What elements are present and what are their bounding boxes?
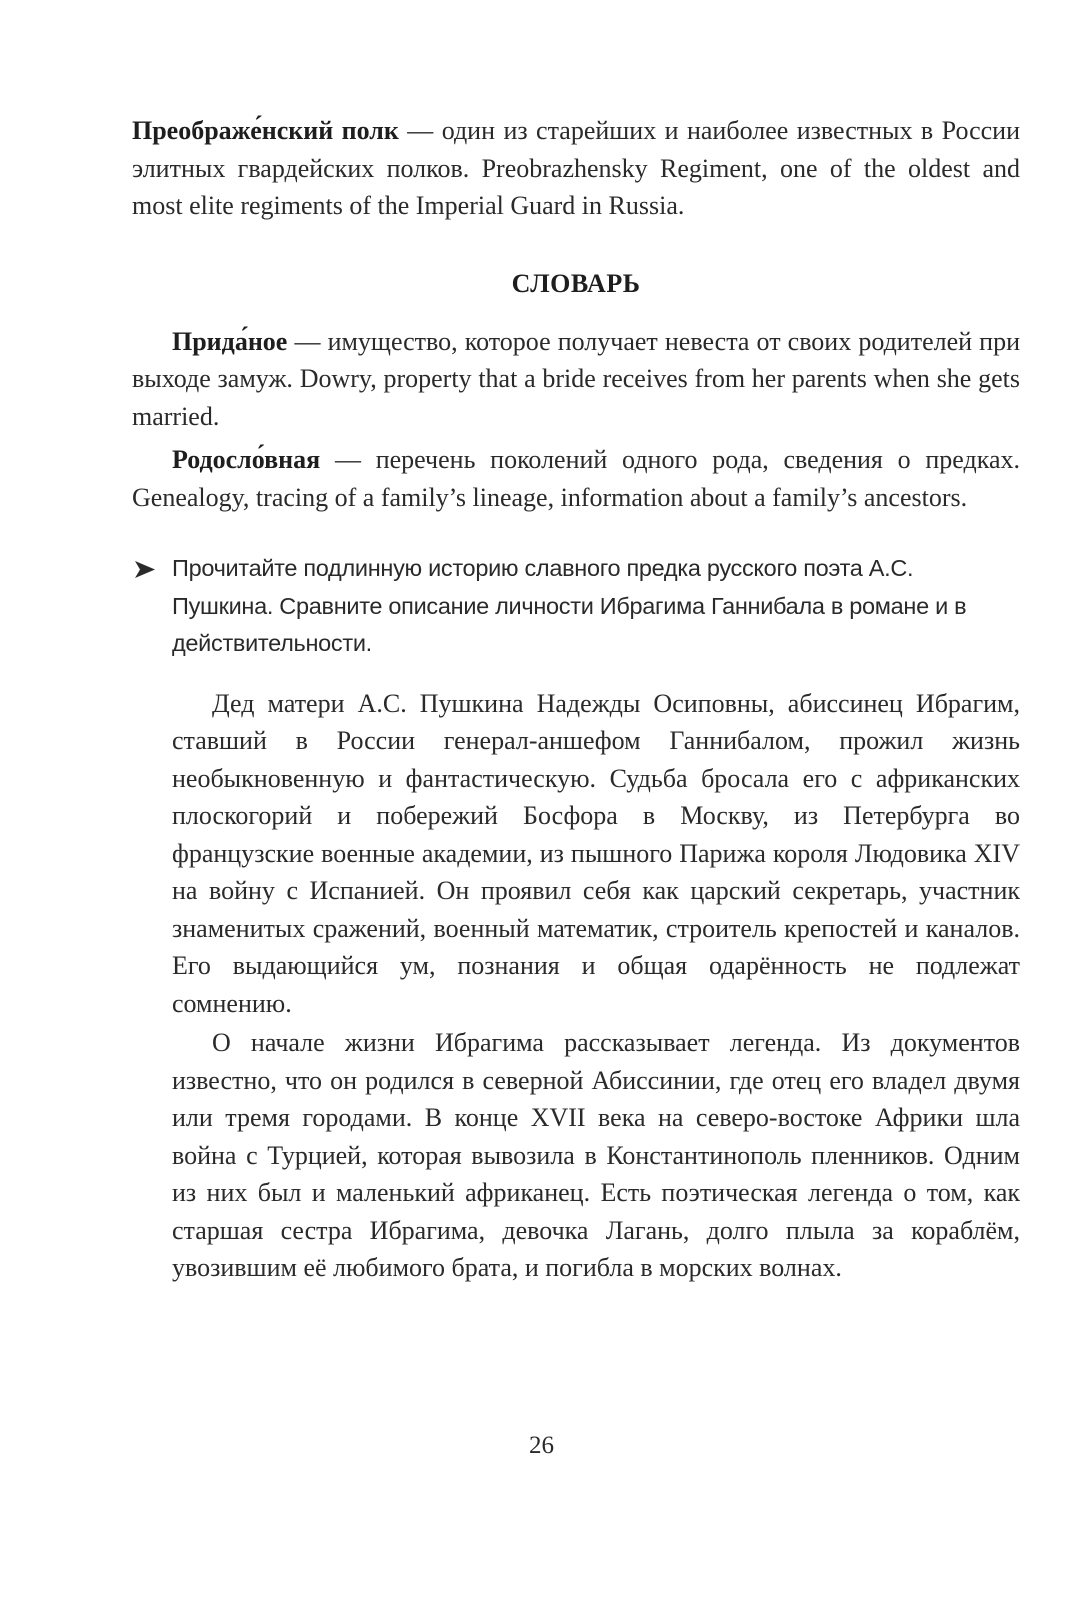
- page-body: [132, 112, 1020, 1287]
- glossary-heading: СЛОВАРЬ: [511, 268, 641, 298]
- task-text: Прочитайте подлинную историю славного предка русского поэта А.С. Пушкина. Сравните описание личности Ибрагима Ганнибала в романе и в действительности.: [172, 555, 967, 656]
- story: [132, 685, 1020, 1287]
- intro-entry: [132, 112, 1020, 225]
- page-number: 26: [529, 1432, 554, 1459]
- story-paragraph: Дед матери А.С. Пушкина Надежды Осиповны, абиссинец Ибрагим, ставший в России генерал-аншефом Ганнибалом, прожил жизнь необыкновенную и фантастическую. Судьба бросала его с африканских плоскогорий и побережий Босфора в Москву, из Петербурга во французские военные академии, из пышного Парижа короля Людовика XIV на войну с Испанией. Он проявил себя как царский секретарь, участник знаменитых сражений, военный математик, строитель крепостей и каналов. Его выдающийся ум, познания и общая одарённость не подлежат сомнению.: [172, 688, 1020, 1018]
- arrow-bullet-icon: [132, 550, 160, 587]
- glossary-definition: — имущество, которое получает невеста от своих родителей при выходе замуж. Dowry, property that a bride receives from her parents when she gets married.: [132, 326, 1020, 431]
- glossary-term: Родосло́вная: [172, 445, 321, 474]
- task-instruction: [132, 550, 1020, 663]
- story-paragraph: О начале жизни Ибрагима рассказывает легенда. Из документов известно, что он родился в северной Абиссинии, где отец его владел двумя или тремя городами. В конце XVII века на северо-востоке Африки шла война с Турцией, которая вывозила в Константинополь пленников. Одним из них был и маленький африканец. Есть поэтическая легенда о том, как старшая сестра Ибрагима, девочка Лагань, долго плыла за кораблём, увозившим её любимого брата, и погибла в морских волнах.: [172, 1028, 1020, 1282]
- intro-definition: — один из старейших и наиболее известных в России элитных гвардейских полков. Preobrazhensky Regiment, one of the oldest and most elite regiments of the Imperial Guard in Russia.: [132, 116, 1020, 220]
- glossary-definition: — перечень поколений одного рода, сведения о предках. Genealogy, tracing of a family’s lineage, information about a family’s ancestors.: [132, 445, 1020, 512]
- glossary-entry: [132, 441, 1020, 516]
- intro-term: Преображе́нский полк: [132, 116, 399, 145]
- glossary-term: Прида́ное: [172, 326, 288, 356]
- glossary-entry: [132, 323, 1020, 436]
